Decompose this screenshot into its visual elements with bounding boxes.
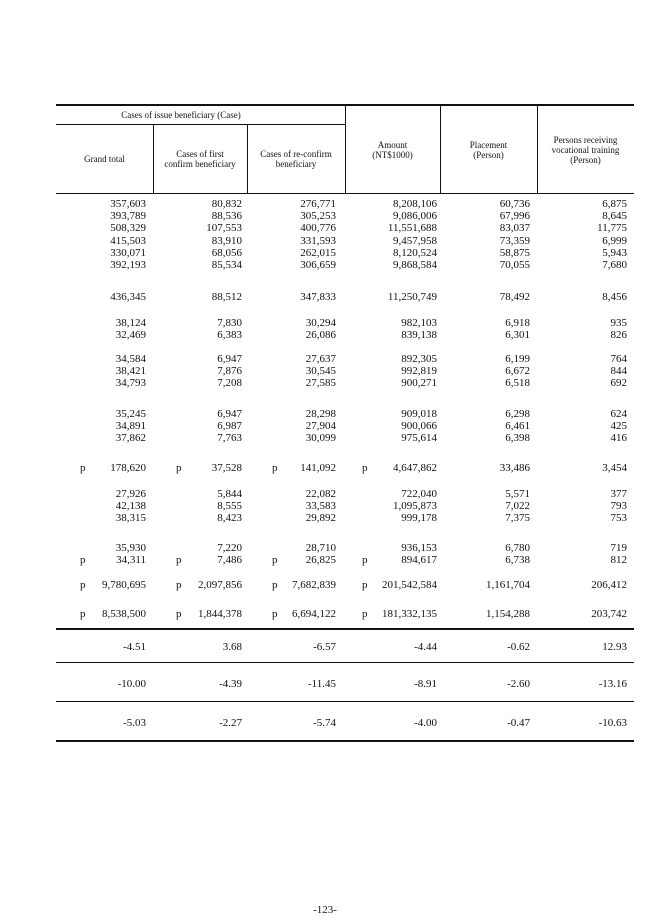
table-cell: 5,571 [505,488,530,500]
change-cell: -10.63 [598,717,627,729]
change-cell: -0.62 [507,641,530,653]
table-cell: 206,412 [591,579,627,591]
table-cell: 7,022 [505,500,530,513]
table-cell: 6,694,122 [292,608,336,620]
table-cell: 68,056 [211,246,242,259]
table-cell: 107,553 [206,222,242,235]
table-cell: 178,620 [110,462,146,474]
table-cell: 60,736 [499,198,530,210]
page-number: -123- [313,904,337,916]
table-cell: 3,454 [602,462,627,474]
table-cell: 692 [610,377,627,390]
table-cell: 415,503 [110,234,146,247]
table-cell: 330,071 [110,246,146,259]
header-col-re-confirm: Cases of re-confirm beneficiary [260,148,332,169]
header-col-amount: Amount (NT$1000) [372,139,413,160]
table-cell: 27,585 [305,377,336,390]
table-cell: 9,780,695 [102,579,146,591]
table-cell: 6,738 [505,554,530,567]
table-cell: 331,593 [300,234,336,247]
table-cell: 305,253 [300,210,336,223]
table-cell: 34,311 [116,554,146,567]
table-cell: 8,456 [602,291,627,303]
table-cell: 6,301 [505,329,530,342]
preliminary-mark: p [272,554,278,567]
table-bottom-rule [56,740,634,742]
table-cell: 8,120,524 [393,246,437,259]
table-cell: 27,904 [305,420,336,433]
preliminary-mark: p [272,608,278,620]
table-cell: 377 [610,488,627,500]
table-cell: 812 [610,554,627,567]
change-cell: -5.74 [313,717,336,729]
table-cell: 975,614 [401,432,437,445]
table-cell: 6,461 [505,420,530,433]
table-cell: 6,518 [505,377,530,390]
table-cell: 78,492 [499,291,530,303]
preliminary-mark: p [80,554,86,567]
preliminary-mark: p [362,462,368,474]
change-cell: -5.03 [123,717,146,729]
preliminary-mark: p [80,608,86,620]
header-col-grand-total: Grand total [84,153,125,164]
preliminary-mark: p [80,462,86,474]
table-cell: 5,943 [602,246,627,259]
preliminary-mark: p [176,462,182,474]
table-cell: 38,124 [115,317,146,329]
change-cell: -4.00 [414,717,437,729]
table-cell: 7,682,839 [292,579,336,591]
change-cell: -2.27 [219,717,242,729]
table-cell: 70,055 [499,259,530,271]
table-cell: 826 [610,329,627,342]
table-cell: 85,534 [211,259,242,271]
table-cell: 992,819 [401,365,437,378]
change-cell: -10.00 [117,678,146,690]
table-cell: 58,875 [499,246,530,259]
change-cell: 3.68 [222,641,242,653]
preliminary-mark: p [80,579,86,591]
table-cell: 88,512 [211,291,242,303]
table-cell: 6,398 [505,432,530,445]
table-cell: 37,862 [115,432,146,445]
table-cell: 28,298 [305,408,336,420]
header-col-vocational-training: Persons receiving vocational training (Person) [551,134,620,165]
table-cell: 201,542,584 [382,579,437,591]
table-cell: 27,637 [305,353,336,365]
table-cell: 936,153 [401,542,437,554]
table-cell: 181,332,135 [382,608,437,620]
table-cell: 34,891 [115,420,146,433]
table-cell: 7,680 [602,259,627,271]
table-cell: 6,780 [505,542,530,554]
change-cell: -0.47 [507,717,530,729]
change-cell: -4.44 [414,641,437,653]
table-cell: 416 [610,432,627,445]
table-cell: 400,776 [300,222,336,235]
table-cell: 6,298 [505,408,530,420]
table-cell: 7,763 [217,432,242,445]
table-cell: 80,832 [211,198,242,210]
header-bottom-rule [56,193,634,194]
summary-rule [56,662,634,663]
preliminary-mark: p [272,462,278,474]
table-cell: 900,066 [401,420,437,433]
table-cell: 425 [610,420,627,433]
table-cell: 8,555 [217,500,242,513]
table-cell: 722,040 [401,488,437,500]
table-cell: 935 [610,317,627,329]
table-cell: 719 [610,542,627,554]
table-cell: 909,018 [401,408,437,420]
table-cell: 6,999 [602,234,627,247]
table-cell: 753 [610,512,627,525]
table-cell: 9,086,006 [393,210,437,223]
table-cell: 1,161,704 [486,579,530,591]
table-cell: 30,545 [305,365,336,378]
table-cell: 6,383 [217,329,242,342]
table-cell: 38,315 [115,512,146,525]
table-cell: 8,208,106 [393,198,437,210]
table-cell: 4,647,862 [393,462,437,474]
table-cell: 2,097,856 [198,579,242,591]
table-cell: 32,469 [115,329,146,342]
table-cell: 6,672 [505,365,530,378]
table-cell: 982,103 [401,317,437,329]
table-cell: 6,947 [217,408,242,420]
table-cell: 7,208 [217,377,242,390]
table-cell: 6,987 [217,420,242,433]
table-cell: 73,359 [499,234,530,247]
table-cell: 6,875 [602,198,627,210]
table-cell: 393,789 [110,210,146,223]
table-cell: 34,793 [115,377,146,390]
table-cell: 892,305 [401,353,437,365]
table-cell: 9,457,958 [393,234,437,247]
table-cell: 30,099 [305,432,336,445]
table-cell: 33,583 [305,500,336,513]
table-cell: 357,603 [110,198,146,210]
table-cell: 262,015 [300,246,336,259]
change-cell: -4.51 [123,641,146,653]
preliminary-mark: p [176,554,182,567]
table-cell: 7,830 [217,317,242,329]
table-cell: 28,710 [305,542,336,554]
table-cell: 26,086 [305,329,336,342]
table-cell: 999,178 [401,512,437,525]
change-cell: -11.45 [307,678,336,690]
table-cell: 11,551,688 [387,222,437,235]
table-cell: 22,082 [305,488,336,500]
table-cell: 9,868,584 [393,259,437,271]
table-cell: 8,645 [602,210,627,223]
table-cell: 276,771 [300,198,336,210]
preliminary-mark: p [176,608,182,620]
table-cell: 26,825 [305,554,336,567]
table-cell: 42,138 [115,500,146,513]
change-cell: 12.93 [602,641,627,653]
table-cell: 6,199 [505,353,530,365]
table-cell: 7,220 [217,542,242,554]
table-cell: 33,486 [499,462,530,474]
table-cell: 839,138 [401,329,437,342]
table-cell: 306,659 [300,259,336,271]
table-cell: 7,486 [217,554,242,567]
table-cell: 27,926 [115,488,146,500]
change-cell: -8.91 [414,678,437,690]
table-cell: 793 [610,500,627,513]
change-cell: -2.60 [507,678,530,690]
preliminary-mark: p [272,579,278,591]
table-cell: 67,996 [499,210,530,223]
table-cell: 83,037 [499,222,530,235]
table-cell: 30,294 [305,317,336,329]
change-cell: -6.57 [313,641,336,653]
table-cell: 1,154,288 [486,608,530,620]
table-cell: 1,844,378 [198,608,242,620]
header-group-title: Cases of issue beneficiary (Case) [121,110,241,120]
preliminary-mark: p [176,579,182,591]
preliminary-mark: p [362,579,368,591]
table-cell: 8,538,500 [102,608,146,620]
table-cell: 11,250,749 [387,291,437,303]
table-cell: 83,910 [211,234,242,247]
table-cell: 35,245 [115,408,146,420]
table-cell: 894,617 [401,554,437,567]
table-cell: 436,345 [110,291,146,303]
table-cell: 6,947 [217,353,242,365]
header-col-placement: Placement (Person) [469,139,508,160]
header-col-first-confirm: Cases of first confirm beneficiary [164,148,236,169]
change-cell: -13.16 [598,678,627,690]
table-cell: 6,918 [505,317,530,329]
table-cell: 508,329 [110,222,146,235]
table-cell: 34,584 [115,353,146,365]
preliminary-mark: p [362,554,368,567]
table-cell: 1,095,873 [393,500,437,513]
table-cell: 11,775 [597,222,627,235]
table-cell: 29,892 [305,512,336,525]
summary-rule [56,701,634,702]
preliminary-mark: p [362,608,368,620]
table-cell: 5,844 [217,488,242,500]
summary-rule [56,628,634,630]
table-cell: 37,528 [211,462,242,474]
table-cell: 35,930 [115,542,146,554]
table-cell: 7,876 [217,365,242,378]
table-cell: 764 [610,353,627,365]
change-cell: -4.39 [219,678,242,690]
table-cell: 8,423 [217,512,242,525]
table-cell: 347,833 [300,291,336,303]
table-cell: 392,193 [110,259,146,271]
table-cell: 141,092 [300,462,336,474]
table-cell: 900,271 [401,377,437,390]
table-cell: 7,375 [505,512,530,525]
table-cell: 844 [610,365,627,378]
table-cell: 38,421 [115,365,146,378]
table-cell: 88,536 [211,210,242,223]
table-cell: 203,742 [591,608,627,620]
table-cell: 624 [610,408,627,420]
